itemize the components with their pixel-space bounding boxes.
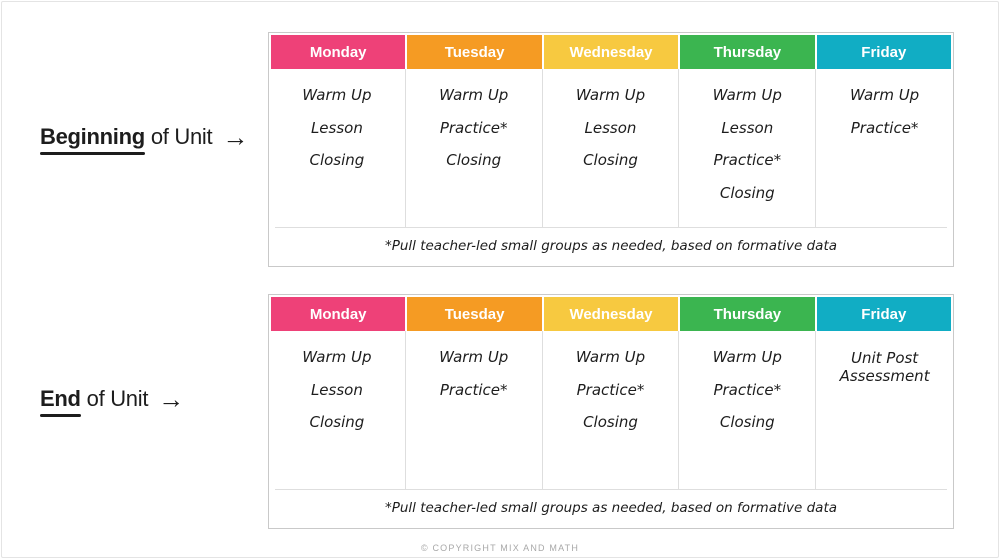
activity: Warm Up [575, 348, 646, 366]
right-arrow-icon: → [158, 384, 184, 414]
activity: Warm Up [712, 86, 782, 104]
activity: Practice* [713, 380, 782, 399]
day-header-tuesday: Tuesday [407, 297, 541, 331]
footnote: *Pull teacher-led small groups as needed, based on formative data [275, 227, 947, 264]
activity-row [269, 331, 953, 489]
activity: Lesson [584, 118, 637, 137]
activity: Warm Up [712, 348, 782, 366]
tuesday-cell [406, 69, 543, 227]
activity: Lesson [310, 118, 363, 137]
day-header-friday: Friday [817, 35, 951, 69]
activity: Practice* [850, 118, 919, 137]
activity: Closing [309, 151, 365, 169]
activity: Warm Up [302, 348, 372, 366]
activity: Closing [583, 151, 638, 169]
end-schedule-table [268, 294, 954, 529]
monday-cell [269, 331, 406, 489]
activity: Warm Up [575, 86, 646, 104]
activity: Practice* [439, 380, 508, 399]
day-header-row [269, 295, 953, 331]
activity: Lesson [721, 118, 774, 137]
day-header-thursday: Thursday [680, 297, 814, 331]
activity: Closing [719, 183, 775, 202]
activity: Unit Post Assessment [839, 349, 930, 385]
friday-cell [816, 69, 953, 227]
day-header-wednesday: Wednesday [544, 35, 678, 69]
day-header-wednesday: Wednesday [544, 297, 678, 331]
day-header-friday: Friday [817, 297, 951, 331]
activity: Practice* [576, 380, 645, 399]
tuesday-cell [406, 331, 543, 489]
activity: Warm Up [439, 86, 509, 104]
label-emphasis: Beginning [40, 124, 145, 149]
activity: Closing [719, 413, 775, 431]
activity: Warm Up [849, 86, 920, 104]
beginning-of-unit-label [40, 124, 248, 150]
day-header-thursday: Thursday [680, 35, 814, 69]
beginning-schedule-table [268, 32, 954, 267]
activity: Practice* [439, 118, 508, 137]
activity: Lesson [310, 380, 363, 399]
copyright-notice: © COPYRIGHT MIX AND MATH [420, 543, 580, 553]
wednesday-cell [543, 69, 680, 227]
activity-row [269, 69, 953, 227]
thursday-cell [679, 69, 816, 227]
activity: Warm Up [302, 86, 372, 104]
day-header-monday: Monday [271, 35, 405, 69]
label-rest: of Unit [86, 386, 149, 411]
thursday-cell [679, 331, 816, 489]
day-header-tuesday: Tuesday [407, 35, 541, 69]
day-header-monday: Monday [271, 297, 405, 331]
activity: Practice* [713, 151, 782, 169]
label-rest: of Unit [150, 124, 213, 149]
end-of-unit-label [40, 386, 184, 412]
wednesday-cell [543, 331, 680, 489]
friday-cell [816, 331, 953, 489]
activity: Closing [446, 151, 502, 169]
label-emphasis: End [40, 386, 81, 411]
day-header-row [269, 33, 953, 69]
activity: Closing [583, 413, 638, 431]
activity: Warm Up [439, 348, 509, 366]
activity: Closing [309, 413, 365, 431]
monday-cell [269, 69, 406, 227]
right-arrow-icon: → [222, 122, 249, 152]
footnote: *Pull teacher-led small groups as needed, based on formative data [275, 489, 947, 526]
